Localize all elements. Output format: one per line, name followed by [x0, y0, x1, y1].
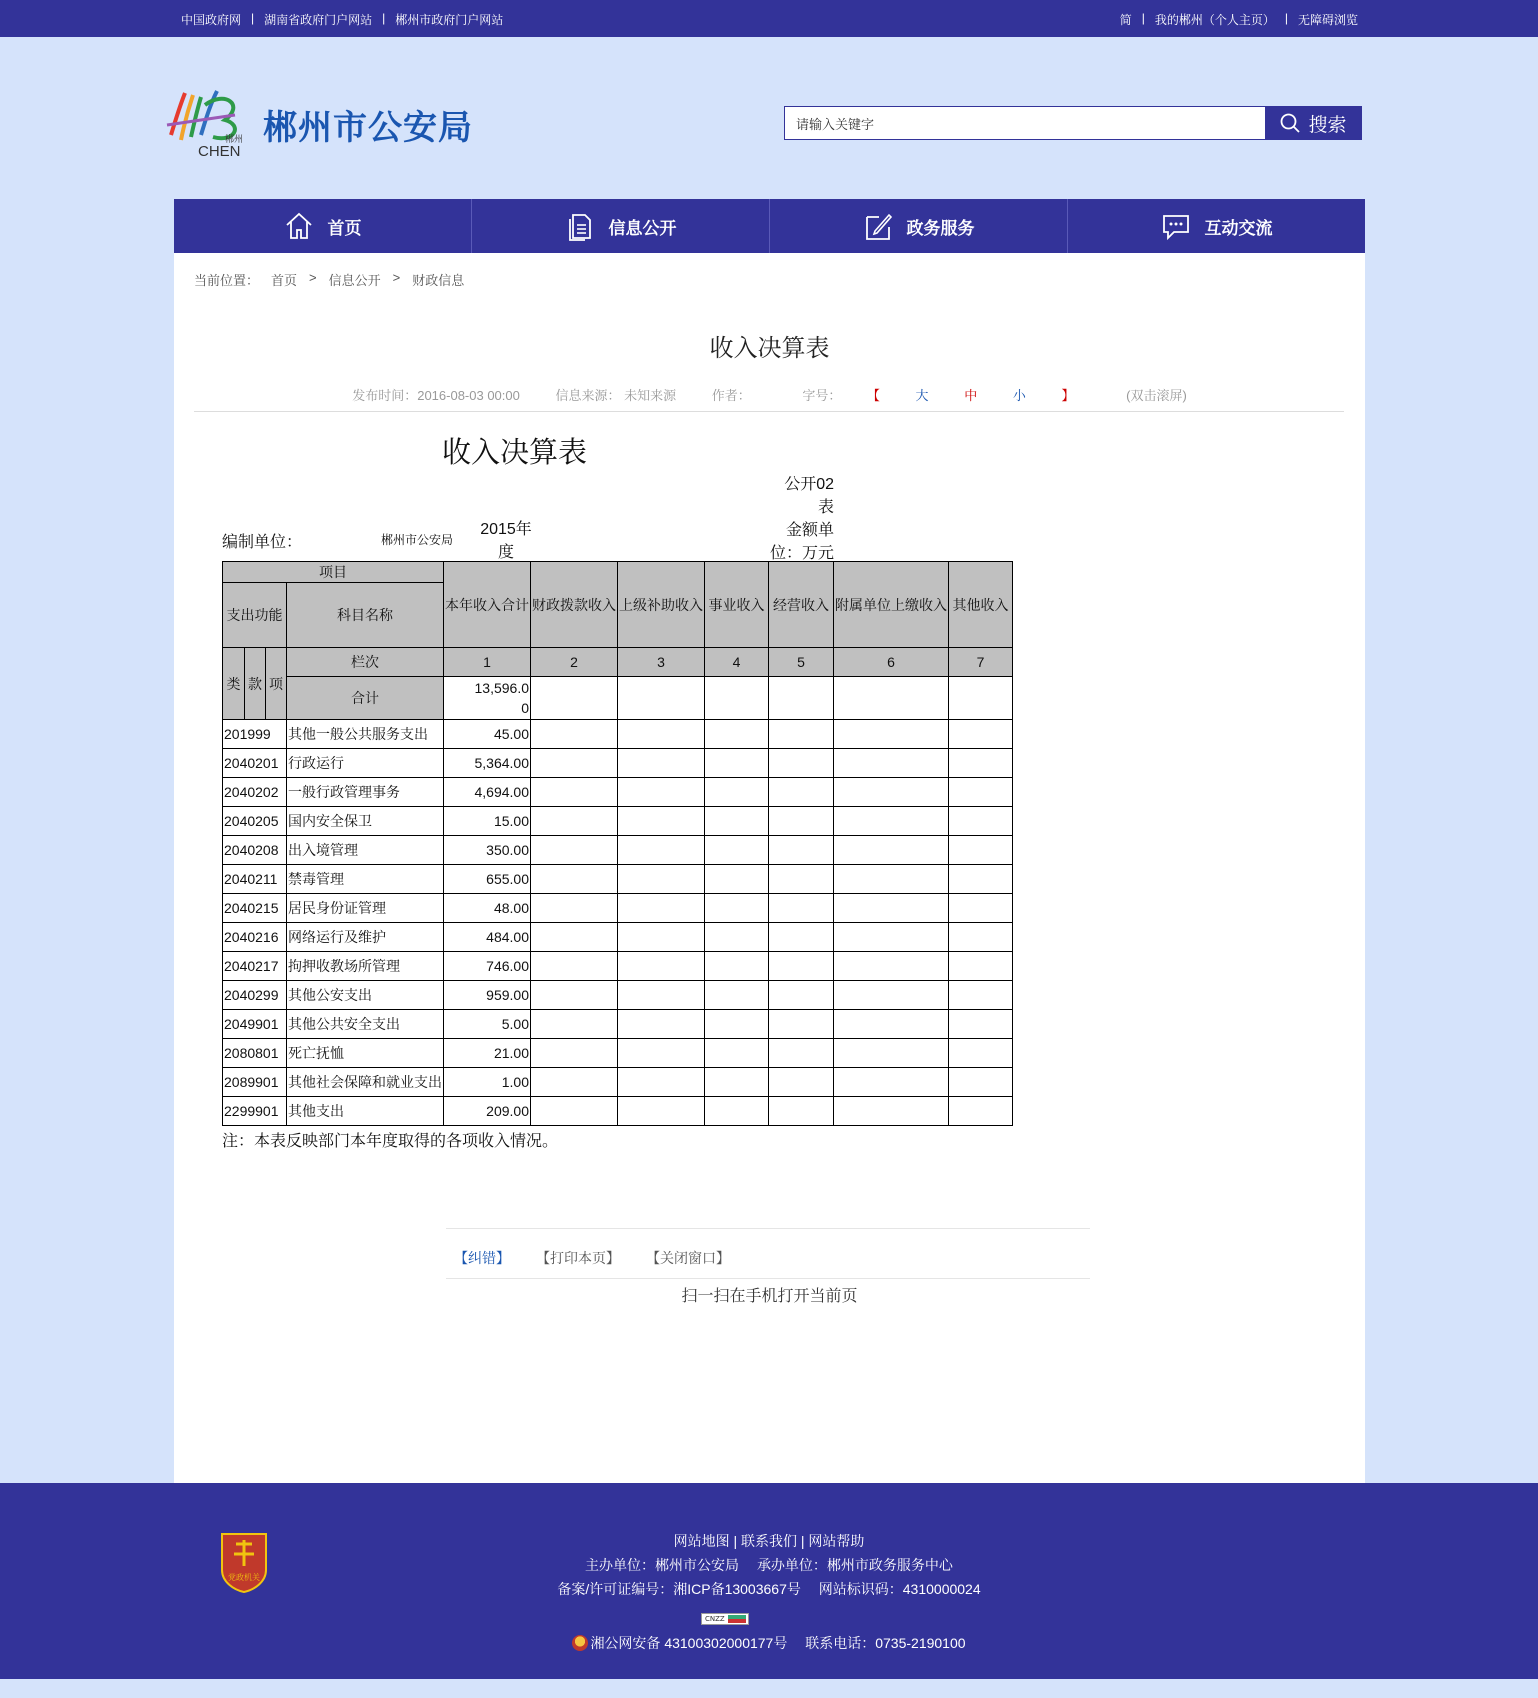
empty-cell	[531, 807, 618, 836]
empty-cell	[531, 894, 618, 923]
table-row	[223, 923, 1013, 952]
empty-cell	[705, 1097, 769, 1126]
table-row	[223, 807, 1013, 836]
empty-cell	[618, 923, 705, 952]
row-code: 2299901	[223, 1097, 287, 1126]
row-name: 禁毒管理	[287, 865, 444, 894]
empty-cell	[705, 894, 769, 923]
row-code: 2040201	[223, 749, 287, 778]
col-number: 7	[949, 648, 1013, 677]
edit-icon	[863, 211, 893, 241]
row-name: 网络运行及维护	[287, 923, 444, 952]
row-name: 其他一般公共服务支出	[287, 720, 444, 749]
main-content	[174, 253, 1365, 1483]
empty-cell	[618, 1097, 705, 1126]
empty-cell	[834, 923, 949, 952]
label-section: 款	[245, 648, 266, 720]
breadcrumb	[194, 270, 464, 289]
divider	[446, 1228, 1090, 1229]
site-name[interactable]: 郴州市公安局	[263, 109, 473, 147]
empty-cell	[531, 749, 618, 778]
footer-link-contact[interactable]: 联系我们	[741, 1533, 797, 1549]
row-code: 2040216	[223, 923, 287, 952]
row-name: 国内安全保卫	[287, 807, 444, 836]
col-header: 附属单位上缴收入	[834, 562, 949, 648]
top-left-links	[181, 11, 503, 28]
breadcrumb-separator: >	[309, 270, 317, 285]
breadcrumb-info[interactable]: 信息公开	[328, 273, 381, 288]
breadcrumb-separator: >	[392, 270, 401, 285]
empty-cell	[949, 677, 1013, 720]
site-logo[interactable]	[165, 85, 250, 160]
author: 作者：	[711, 388, 751, 403]
font-size-control	[786, 388, 1090, 403]
empty-cell	[705, 677, 769, 720]
total-amount	[444, 677, 531, 720]
empty-cell	[949, 923, 1013, 952]
row-amount: 959.00	[444, 981, 531, 1010]
row-amount: 484.00	[444, 923, 531, 952]
empty-cell	[618, 720, 705, 749]
col-header: 本年收入合计	[444, 562, 531, 648]
fiscal-year-line2: 度	[497, 544, 514, 561]
empty-cell	[705, 1010, 769, 1039]
empty-cell	[949, 749, 1013, 778]
table-row	[223, 981, 1013, 1010]
empty-cell	[705, 807, 769, 836]
header-item: 项目	[223, 562, 444, 583]
empty-cell	[618, 677, 705, 720]
row-name: 居民身份证管理	[287, 894, 444, 923]
empty-cell	[531, 1039, 618, 1068]
empty-cell	[618, 836, 705, 865]
nav-home-label: 首页	[327, 218, 362, 238]
table-row	[223, 749, 1013, 778]
nav-service-label: 政务服务	[906, 218, 975, 238]
empty-cell	[531, 778, 618, 807]
fiscal-year-line1: 2015年	[480, 521, 532, 538]
article-actions	[454, 1248, 730, 1268]
empty-cell	[705, 836, 769, 865]
total-label: 合计	[287, 677, 444, 720]
empty-cell	[949, 1010, 1013, 1039]
logo-graphic	[165, 85, 250, 160]
empty-cell	[834, 778, 949, 807]
separator: |	[800, 1533, 809, 1549]
document-icon	[565, 211, 595, 241]
empty-cell	[834, 1010, 949, 1039]
col-number: 4	[705, 648, 769, 677]
nav-interaction[interactable]	[1068, 199, 1365, 253]
table-row	[223, 894, 1013, 923]
row-amount: 5,364.00	[444, 749, 531, 778]
header-subject: 科目名称	[287, 583, 444, 648]
empty-cell	[834, 894, 949, 923]
total-amount-line1: 13,596.0	[474, 680, 529, 696]
form-number	[734, 473, 834, 565]
row-amount: 655.00	[444, 865, 531, 894]
top-bar	[0, 0, 1538, 37]
link-accessibility[interactable]: 无障碍浏览	[1297, 13, 1358, 27]
row-code: 201999	[223, 720, 287, 749]
row-amount: 1.00	[444, 1068, 531, 1097]
footer-icp[interactable]: 备案/许可证编号：湘ICP备13003667号	[557, 1581, 801, 1597]
empty-cell	[769, 865, 834, 894]
empty-cell	[531, 677, 618, 720]
empty-cell	[618, 778, 705, 807]
table-row	[223, 1039, 1013, 1068]
empty-cell	[769, 923, 834, 952]
row-amount: 350.00	[444, 836, 531, 865]
empty-cell	[949, 981, 1013, 1010]
col-number: 6	[834, 648, 949, 677]
empty-cell	[531, 1068, 618, 1097]
empty-cell	[705, 952, 769, 981]
font-size-label: 字号：	[802, 388, 842, 403]
empty-cell	[618, 894, 705, 923]
col-header: 事业收入	[705, 562, 769, 648]
footer-police-record[interactable]: 湘公网安备 43100302000177号	[590, 1635, 788, 1651]
row-name: 拘押收教场所管理	[287, 952, 444, 981]
empty-cell	[705, 1039, 769, 1068]
row-code: 2040208	[223, 836, 287, 865]
article-meta	[174, 385, 1365, 404]
row-amount: 45.00	[444, 720, 531, 749]
empty-cell	[949, 865, 1013, 894]
label-class: 类	[223, 648, 245, 720]
row-name: 其他社会保障和就业支出	[287, 1068, 444, 1097]
empty-cell	[618, 749, 705, 778]
row-code: 2040217	[223, 952, 287, 981]
link-my-chenzhou[interactable]: 我的郴州（个人主页）	[1154, 13, 1275, 27]
empty-cell	[531, 865, 618, 894]
empty-cell	[769, 1068, 834, 1097]
font-size-medium[interactable]: 中	[964, 388, 978, 403]
label-row-no: 栏次	[287, 648, 444, 677]
table-row	[223, 952, 1013, 981]
table-note: 注：本表反映部门本年度取得的各项收入情况。	[222, 1133, 559, 1150]
table-header-row	[223, 562, 1013, 583]
font-size-large[interactable]: 大	[915, 388, 929, 403]
empty-cell	[769, 836, 834, 865]
empty-cell	[618, 807, 705, 836]
empty-cell	[769, 778, 834, 807]
footer	[0, 1483, 1538, 1679]
cnzz-stat-icon[interactable]	[701, 1613, 749, 1625]
empty-cell	[834, 836, 949, 865]
table-header-row	[223, 648, 1013, 677]
empty-cell	[769, 677, 834, 720]
empty-cell	[769, 1097, 834, 1126]
total-amount-line2: 0	[521, 700, 529, 716]
compiling-unit-name: 郴州市公安局	[381, 533, 454, 547]
empty-cell	[705, 865, 769, 894]
empty-cell	[705, 778, 769, 807]
link-gov-cn[interactable]: 中国政府网	[181, 13, 242, 27]
empty-cell	[769, 981, 834, 1010]
total-row	[223, 677, 1013, 720]
empty-cell	[618, 1010, 705, 1039]
row-code: 2040205	[223, 807, 287, 836]
empty-cell	[834, 1039, 949, 1068]
separator: |	[733, 1533, 741, 1549]
footer-organizer: 承办单位：郴州市政务服务中心	[756, 1557, 953, 1573]
bottom-strip	[0, 1679, 1538, 1698]
nav-interaction-label: 互动交流	[1204, 218, 1273, 238]
footer-sponsor: 主办单位：郴州市公安局	[585, 1557, 740, 1573]
footer-site-code: 网站标识码：4310000024	[818, 1581, 981, 1597]
cnzz-label: CNZZ	[705, 1615, 725, 1623]
main-nav	[174, 199, 1365, 253]
empty-cell	[769, 952, 834, 981]
table-row	[223, 778, 1013, 807]
empty-cell	[834, 1097, 949, 1126]
row-amount: 746.00	[444, 952, 531, 981]
row-amount: 21.00	[444, 1039, 531, 1068]
breadcrumb-home[interactable]: 首页	[271, 273, 298, 288]
info-source: 信息来源： 未知来源	[555, 388, 677, 403]
empty-cell	[618, 981, 705, 1010]
row-name: 行政运行	[287, 749, 444, 778]
separator: |	[382, 11, 386, 25]
row-amount: 5.00	[444, 1010, 531, 1039]
empty-cell	[949, 894, 1013, 923]
empty-cell	[618, 1039, 705, 1068]
row-name: 一般行政管理事务	[287, 778, 444, 807]
empty-cell	[531, 981, 618, 1010]
col-header: 其他收入	[949, 562, 1013, 648]
empty-cell	[618, 865, 705, 894]
empty-cell	[949, 1039, 1013, 1068]
badge-text: 党政机关	[228, 1573, 260, 1582]
nav-home[interactable]	[174, 199, 472, 253]
empty-cell	[769, 807, 834, 836]
empty-cell	[531, 923, 618, 952]
empty-cell	[769, 720, 834, 749]
row-code: 2040299	[223, 981, 287, 1010]
empty-cell	[705, 981, 769, 1010]
empty-cell	[769, 1010, 834, 1039]
police-emblem-icon	[572, 1635, 588, 1651]
cnzz-bars	[728, 1615, 746, 1623]
separator: |	[1284, 11, 1288, 25]
empty-cell	[531, 1010, 618, 1039]
empty-cell	[949, 952, 1013, 981]
table-row	[223, 1068, 1013, 1097]
footer-sponsor-line	[0, 1555, 1538, 1575]
empty-cell	[531, 720, 618, 749]
nav-info-label: 信息公开	[608, 218, 677, 238]
row-code: 2040211	[223, 865, 287, 894]
link-chenzhou-portal[interactable]: 郴州市政府门户网站	[395, 13, 504, 27]
col-number: 3	[618, 648, 705, 677]
empty-cell	[834, 1068, 949, 1097]
empty-cell	[834, 677, 949, 720]
col-header: 经营收入	[769, 562, 834, 648]
table-row	[223, 865, 1013, 894]
table-row	[223, 836, 1013, 865]
footer-icp-line	[0, 1579, 1538, 1599]
empty-cell	[834, 720, 949, 749]
empty-cell	[834, 981, 949, 1010]
print-button[interactable]: 【打印本页】	[536, 1250, 620, 1266]
row-code: 2049901	[223, 1010, 287, 1039]
search-button-label: 搜索	[1308, 114, 1347, 136]
bracket-open: 【	[873, 388, 880, 403]
label-item: 项	[266, 648, 287, 720]
logo-text-cn: 郴州	[225, 135, 244, 145]
empty-cell	[531, 1097, 618, 1126]
row-code: 2080801	[223, 1039, 287, 1068]
logo-text-en: CHEN	[198, 143, 241, 160]
row-amount: 48.00	[444, 894, 531, 923]
correct-button[interactable]: 【纠错】	[454, 1250, 510, 1266]
chat-icon	[1161, 211, 1191, 241]
nav-info-disclosure[interactable]	[472, 199, 770, 253]
document-title: 收入决算表	[442, 437, 588, 469]
footer-police-line	[0, 1633, 1538, 1653]
footer-link-sitemap[interactable]: 网站地图	[673, 1533, 730, 1549]
amount-unit-line1: 金额单	[785, 522, 834, 539]
empty-cell	[769, 894, 834, 923]
bracket-close: 】	[1061, 388, 1075, 403]
empty-cell	[618, 952, 705, 981]
table-row	[223, 720, 1013, 749]
empty-cell	[949, 807, 1013, 836]
col-header: 上级补助收入	[618, 562, 705, 648]
empty-cell	[949, 720, 1013, 749]
table-row	[223, 1097, 1013, 1126]
footer-links	[0, 1531, 1538, 1551]
footer-link-help[interactable]: 网站帮助	[808, 1533, 865, 1549]
header-func: 支出功能	[223, 583, 287, 648]
scroll-hint: (双击滚屏)	[1126, 388, 1187, 403]
income-table	[222, 561, 1013, 1126]
empty-cell	[949, 778, 1013, 807]
row-amount: 15.00	[444, 807, 531, 836]
empty-cell	[705, 923, 769, 952]
font-size-small[interactable]: 小	[1012, 388, 1026, 403]
search-icon	[1280, 113, 1300, 133]
footer-phone: 联系电话：0735-2190100	[805, 1635, 966, 1651]
empty-cell	[949, 1097, 1013, 1126]
divider	[446, 1278, 1090, 1279]
row-name: 出入境管理	[287, 836, 444, 865]
empty-cell	[834, 865, 949, 894]
col-header: 财政拨款收入	[531, 562, 618, 648]
table-row	[223, 1010, 1013, 1039]
empty-cell	[949, 1068, 1013, 1097]
compiling-unit-label: 编制单位：	[222, 534, 303, 551]
empty-cell	[769, 1039, 834, 1068]
empty-cell	[618, 1068, 705, 1097]
home-icon	[284, 211, 314, 241]
breadcrumb-finance[interactable]: 财政信息	[412, 273, 465, 288]
search-button[interactable]	[1265, 106, 1362, 140]
empty-cell	[705, 749, 769, 778]
divider	[194, 411, 1344, 412]
publish-time: 发布时间：2016-08-03 00:00	[352, 388, 520, 403]
row-code: 2040215	[223, 894, 287, 923]
col-number: 2	[531, 648, 618, 677]
fiscal-year	[474, 518, 538, 564]
link-hunan-portal[interactable]: 湖南省政府门户网站	[264, 13, 373, 27]
scan-hint: 扫一扫在手机打开当前页	[681, 1288, 858, 1305]
empty-cell	[834, 749, 949, 778]
row-code: 2089901	[223, 1068, 287, 1097]
col-number: 1	[444, 648, 531, 677]
empty-cell	[949, 836, 1013, 865]
separator: |	[1141, 11, 1145, 25]
close-window-button[interactable]: 【关闭窗口】	[646, 1250, 730, 1266]
top-right-links	[1120, 11, 1358, 28]
separator: |	[251, 11, 255, 25]
row-name: 其他公共安全支出	[287, 1010, 444, 1039]
search-input[interactable]	[784, 106, 1266, 140]
empty-cell	[705, 720, 769, 749]
empty-cell	[834, 807, 949, 836]
empty-cell	[705, 1068, 769, 1097]
amount-unit-line2: 位：万元	[769, 545, 834, 562]
breadcrumb-prefix: 当前位置：	[194, 273, 260, 288]
empty-cell	[531, 836, 618, 865]
empty-cell	[531, 952, 618, 981]
empty-cell	[834, 952, 949, 981]
row-amount: 209.00	[444, 1097, 531, 1126]
link-simplified[interactable]: 简	[1119, 13, 1132, 27]
row-code: 2040202	[223, 778, 287, 807]
row-name: 其他支出	[287, 1097, 444, 1126]
col-number: 5	[769, 648, 834, 677]
empty-cell	[769, 749, 834, 778]
row-name: 其他公安支出	[287, 981, 444, 1010]
row-name: 死亡抚恤	[287, 1039, 444, 1068]
form-number-line2: 表	[817, 499, 834, 516]
article-title: 收入决算表	[709, 335, 830, 362]
form-number-line1: 公开02	[784, 476, 834, 493]
nav-gov-service[interactable]	[770, 199, 1068, 253]
row-amount: 4,694.00	[444, 778, 531, 807]
